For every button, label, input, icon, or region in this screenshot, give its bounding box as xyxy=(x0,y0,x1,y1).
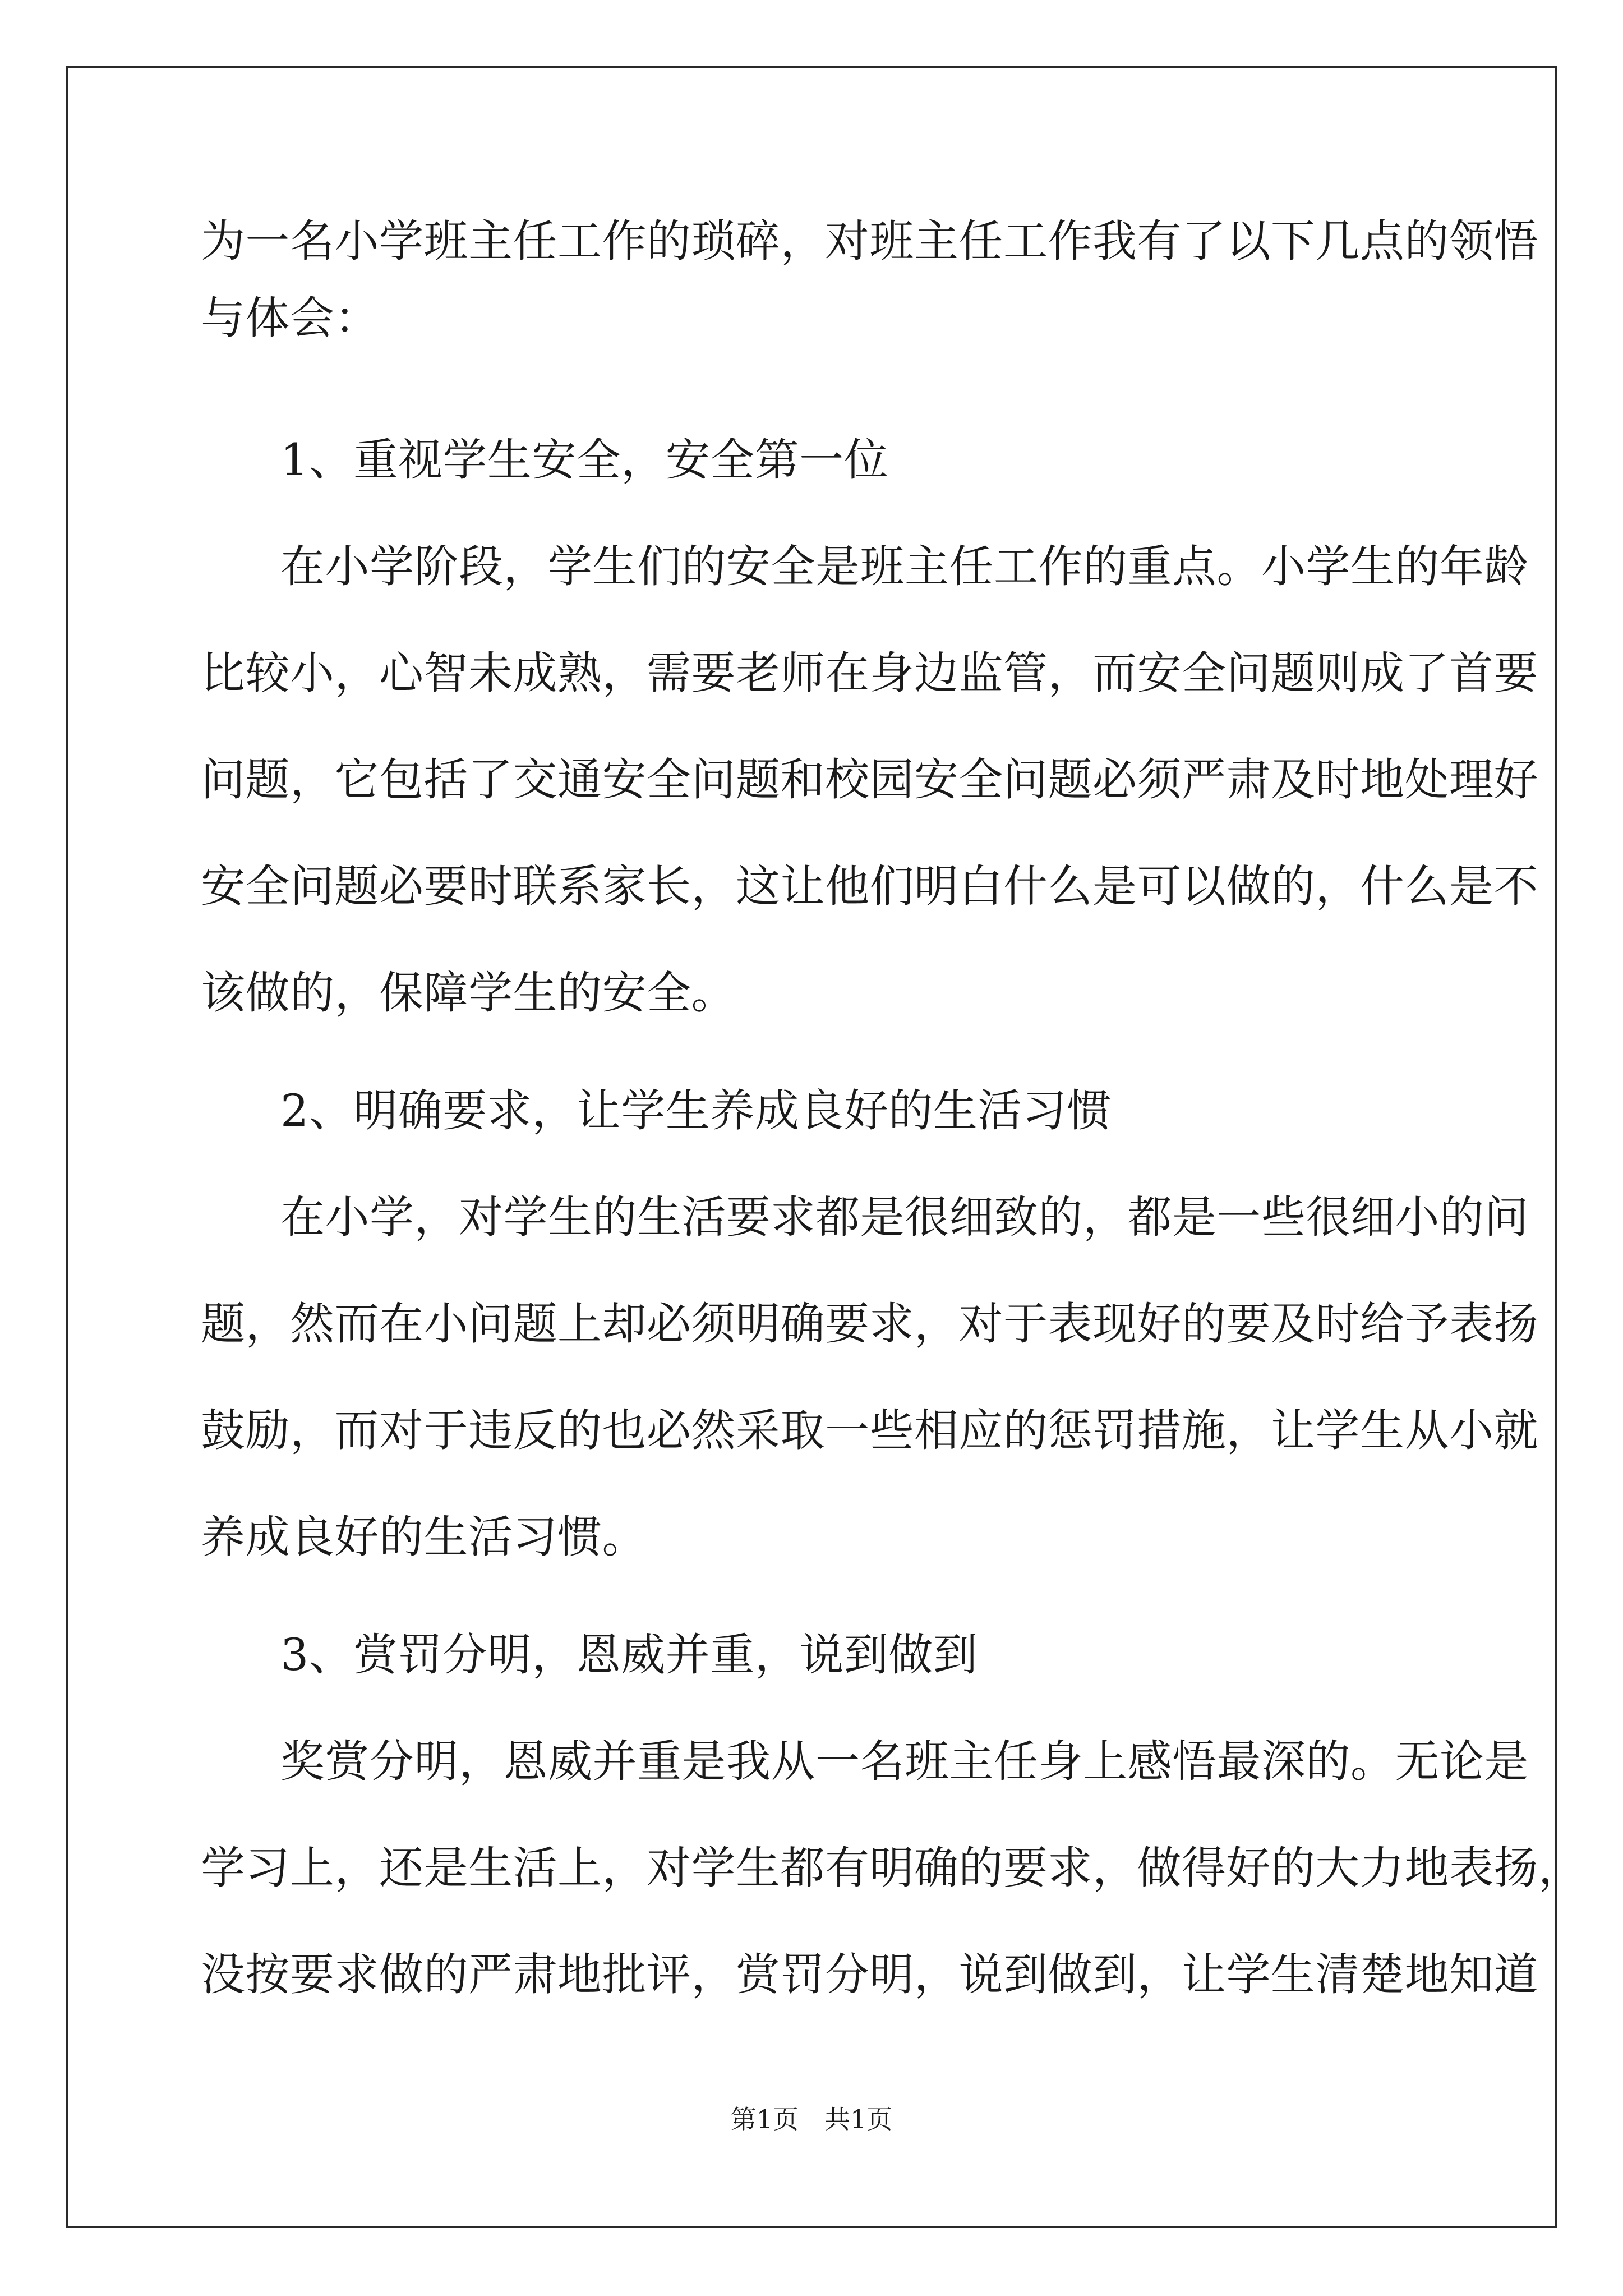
text-line: 没按要求做的严肃地批评，赏罚分明，说到做到，让学生清楚地知道 xyxy=(201,1949,1538,2000)
text-line: 问题，它包括了交通安全问题和校园安全问题必须严肃及时地处理好 xyxy=(201,754,1538,806)
text-line: 鼓励，而对于违反的也必然采取一些相应的惩罚措施，让学生从小就 xyxy=(201,1405,1538,1456)
text-line: 为一名小学班主任工作的琐碎，对班主任工作我有了以下几点的领悟 xyxy=(201,215,1538,267)
text-line: 该做的，保障学生的安全。 xyxy=(201,967,736,1019)
text-line: 在小学，对学生的生活要求都是很细致的，都是一些很细小的问 xyxy=(280,1191,1529,1243)
text-line: 养成良好的生活习惯。 xyxy=(201,1511,647,1563)
section-heading: 3、赏罚分明，恩威并重，说到做到 xyxy=(280,1629,978,1681)
page-border xyxy=(66,66,1557,2228)
text-line: 在小学阶段，学生们的安全是班主任工作的重点。小学生的年龄 xyxy=(280,541,1529,592)
text-line: 比较小，心智未成熟，需要老师在身边监管，而安全问题则成了首要 xyxy=(201,647,1538,699)
text-line: 安全问题必要时联系家长，这让他们明白什么是可以做的，什么是不 xyxy=(201,861,1538,912)
text-line: 题，然而在小问题上却必须明确要求，对于表现好的要及时给予表扬 xyxy=(201,1298,1538,1350)
text-line: 与体会： xyxy=(201,292,379,344)
page-footer: 第1页 共1页 xyxy=(730,2104,893,2134)
text-line: 奖赏分明，恩威并重是我从一名班主任身上感悟最深的。无论是 xyxy=(280,1736,1529,1787)
text-line: 学习上，还是生活上，对学生都有明确的要求，做得好的大力地表扬， xyxy=(201,1842,1583,1894)
section-heading: 1、重视学生安全，安全第一位 xyxy=(280,434,889,486)
section-heading: 2、明确要求，让学生养成良好的生活习惯 xyxy=(280,1085,1112,1137)
